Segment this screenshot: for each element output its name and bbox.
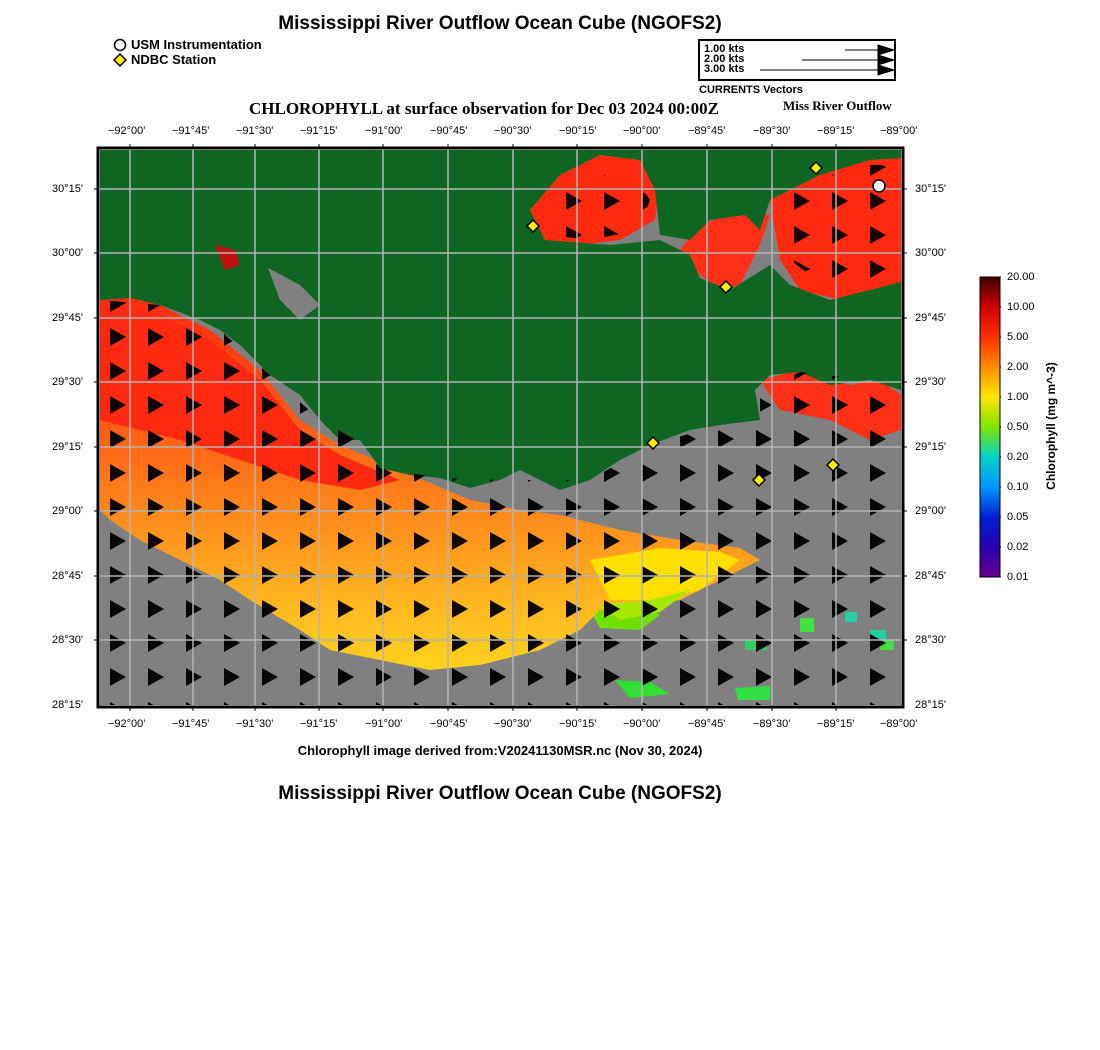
lat-tick-right: 29°45': [915, 312, 946, 324]
lon-tick-top: −90°15': [559, 125, 597, 137]
vectors-key: [698, 39, 896, 81]
colorbar-tick: 0.01: [1007, 571, 1029, 583]
lat-tick-left: 30°15': [52, 183, 83, 195]
lon-tick-top: −89°00': [880, 125, 918, 137]
chlorophyll-map[interactable]: [90, 120, 930, 730]
colorbar-tick: 0.50: [1007, 421, 1029, 433]
lon-tick-bottom: −91°15': [300, 718, 338, 730]
usm-circle-icon: [113, 38, 127, 52]
lon-tick-top: −91°45': [172, 125, 210, 137]
usm-instrument[interactable]: [873, 180, 885, 192]
map-subtitle: Miss River Outflow: [783, 98, 892, 113]
lon-tick-top: −89°15': [817, 125, 855, 137]
lon-tick-bottom: −89°00': [880, 718, 918, 730]
colorbar-gradient: [979, 276, 1001, 581]
page-title-repeat: Mississippi River Outflow Ocean Cube (NGOFS2): [278, 783, 722, 804]
lat-tick-right: 29°30': [915, 376, 946, 388]
lat-tick-right: 28°45': [915, 570, 946, 582]
lon-tick-top: −92°00': [108, 125, 146, 137]
lat-tick-left: 29°30': [52, 376, 83, 388]
ndbc-diamond-icon: [113, 53, 127, 67]
lat-tick-left: 30°00': [52, 247, 83, 259]
lon-tick-bottom: −92°00': [108, 718, 146, 730]
page-title: Mississippi River Outflow Ocean Cube (NGOFS2): [278, 13, 722, 34]
lon-tick-top: −90°00': [623, 125, 661, 137]
lon-tick-bottom: −90°00': [623, 718, 661, 730]
colorbar-tick: 0.02: [1007, 541, 1029, 553]
legend-ndbc: [113, 52, 216, 67]
legend-usm-label: USM Instrumentation: [131, 37, 262, 52]
vectors-caption: CURRENTS Vectors: [699, 84, 803, 96]
colorbar-tick: 1.00: [1007, 391, 1029, 403]
lat-tick-right: 30°00': [915, 247, 946, 259]
vector-row-2: 2.00 kts: [704, 53, 745, 65]
lon-tick-bottom: −90°45': [430, 718, 468, 730]
lat-tick-right: 28°30': [915, 634, 946, 646]
colorbar-tick: 2.00: [1007, 361, 1029, 373]
vector-row-3: 3.00 kts: [704, 63, 745, 75]
lon-tick-top: −91°15': [300, 125, 338, 137]
colorbar-tick: 20.00: [1007, 271, 1035, 283]
lon-tick-bottom: −89°45': [688, 718, 726, 730]
lon-tick-bottom: −91°30': [236, 718, 274, 730]
colorbar-tick: 10.00: [1007, 301, 1035, 313]
lat-tick-left: 29°00': [52, 505, 83, 517]
vector-key-arrows: [700, 41, 894, 79]
lon-tick-bottom: −91°45': [172, 718, 210, 730]
lat-tick-right: 29°15': [915, 441, 946, 453]
map-body: [100, 150, 901, 705]
lon-tick-top: −89°30': [753, 125, 791, 137]
legend-ndbc-label: NDBC Station: [131, 52, 217, 67]
lat-tick-right: 28°15': [915, 699, 946, 711]
colorbar-tick: 0.20: [1007, 451, 1029, 463]
colorbar-label: Chlorophyll (mg m^-3): [1044, 362, 1058, 490]
lon-tick-top: −90°45': [430, 125, 468, 137]
legend-usm: [113, 37, 262, 52]
lon-tick-bottom: −91°00': [365, 718, 403, 730]
lon-tick-bottom: −89°15': [817, 718, 855, 730]
lat-tick-right: 29°00': [915, 505, 946, 517]
lat-tick-left: 29°15': [52, 441, 83, 453]
lon-tick-top: −89°45': [688, 125, 726, 137]
lat-tick-left: 29°45': [52, 312, 83, 324]
lat-tick-left: 28°15': [52, 699, 83, 711]
lon-tick-top: −91°00': [365, 125, 403, 137]
colorbar-tick: 5.00: [1007, 331, 1029, 343]
lat-tick-right: 30°15': [915, 183, 946, 195]
lon-tick-bottom: −90°30': [494, 718, 532, 730]
lon-tick-bottom: −89°30': [753, 718, 791, 730]
vector-row-1: 1.00 kts: [704, 43, 745, 55]
lat-tick-left: 28°30': [52, 634, 83, 646]
lon-tick-bottom: −90°15': [559, 718, 597, 730]
image-credit: Chlorophyll image derived from:V20241130MSR.nc (Nov 30, 2024): [297, 743, 703, 758]
map-title: CHLOROPHYLL at surface observation for Dec 03 2024 00:00Z: [249, 99, 719, 118]
lon-tick-top: −91°30': [236, 125, 274, 137]
lat-tick-left: 28°45': [52, 570, 83, 582]
lon-tick-top: −90°30': [494, 125, 532, 137]
colorbar-tick: 0.05: [1007, 511, 1029, 523]
colorbar-tick: 0.10: [1007, 481, 1029, 493]
